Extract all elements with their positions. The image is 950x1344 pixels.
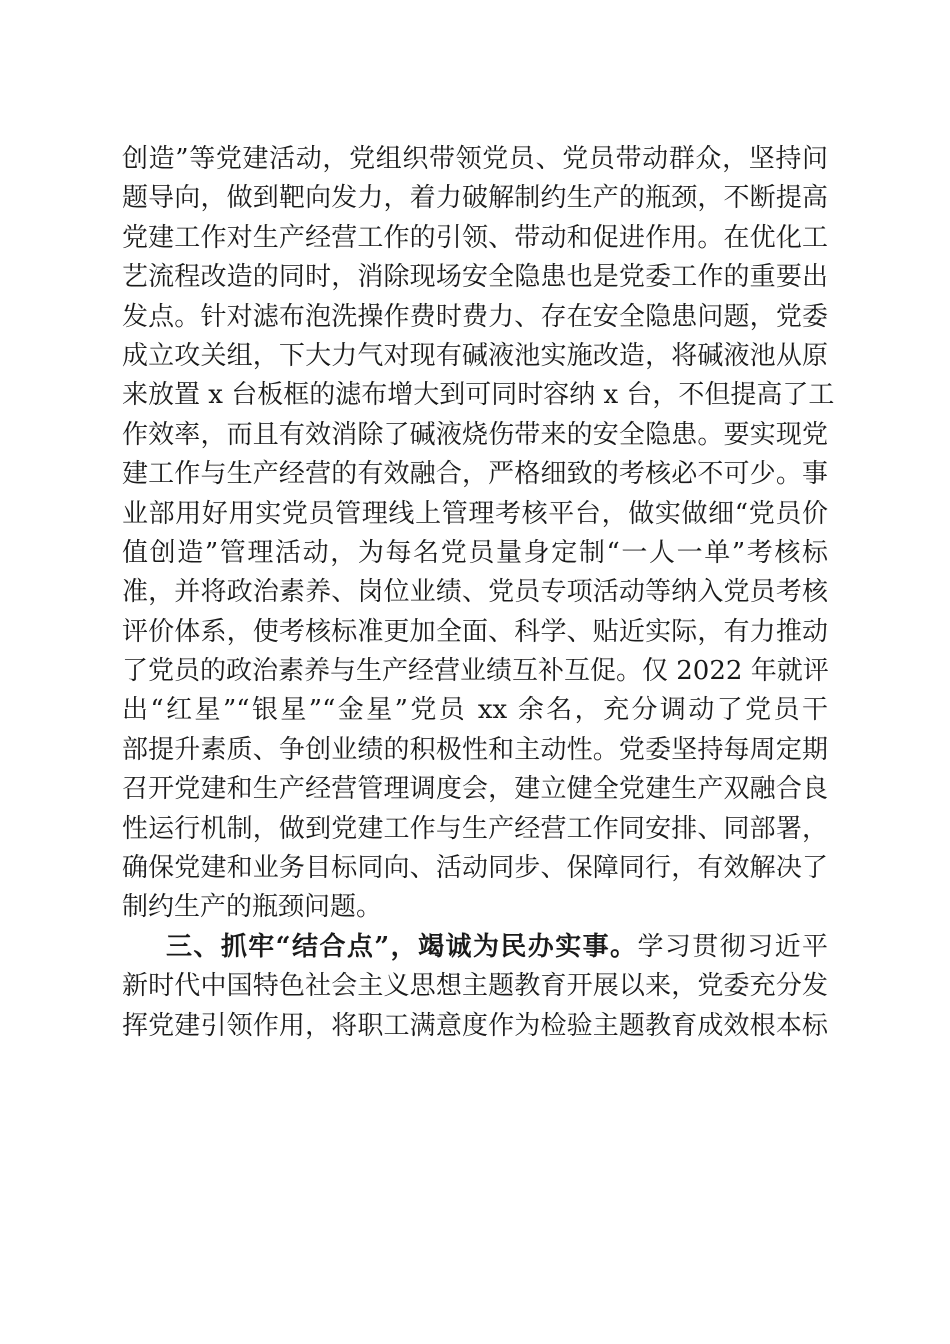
text-line: 出“红星”“银星”“金星”党员 xx 余名，充分调动了党员干 [122,695,828,726]
text-line: 业部用好用实党员管理线上管理考核平台，做实做细“党员价 [122,498,828,529]
text-line: 来放置 x 台板框的滤布增大到可同时容纳 x 台，不但提高了工 [122,380,835,411]
heading-line-rest: 学习贯彻习近平 [637,931,828,962]
text-line: 确保党建和业务目标同向、活动同步、保障同行，有效解决了 [122,853,828,884]
text-line: 创造”等党建活动，党组织带领党员、党员带动群众，坚持问 [122,144,828,174]
text-line: 新时代中国特色社会主义思想主题教育开展以来，党委充分发 [122,971,828,1002]
text-line: 值创造”管理活动，为每名党员量身定制“一人一单”考核标 [122,537,828,568]
text-line: 了党员的政治素养与生产经营业绩互补互促。仅 2022 年就评 [122,656,829,687]
text-line: 艺流程改造的同时，消除现场安全隐患也是党委工作的重要出 [122,262,828,293]
text-line: 题导向，做到靶向发力，着力破解制约生产的瓶颈，不断提高 [122,183,828,214]
text-line: 召开党建和生产经营管理调度会，建立健全党建生产双融合良 [122,774,828,805]
text-line: 成立攻关组，下大力气对现有碱液池实施改造，将碱液池从原 [122,340,828,371]
text-line: 制约生产的瓶颈问题。 [122,892,383,923]
text-line: 性运行机制，做到党建工作与生产经营工作同安排、同部署， [122,813,828,844]
text-line: 发点。针对滤布泡洗操作费时费力、存在安全隐患问题，党委 [122,301,828,332]
text-line: 建工作与生产经营的有效融合，严格细致的考核必不可少。事 [122,459,828,490]
body-text [122,140,835,1046]
text-line: 作效率，而且有效消除了碱液烧伤带来的安全隐患。要实现党 [122,419,828,450]
section-heading-line [122,928,828,967]
text-line: 评价体系，使考核标准更加全面、科学、贴近实际，有力推动 [122,616,828,647]
text-line: 党建工作对生产经营工作的引领、带动和促进作用。在优化工 [122,222,828,253]
section-heading: 三、抓牢“结合点”，竭诚为民办实事。 [166,931,638,962]
text-line: 准，并将政治素养、岗位业绩、党员专项活动等纳入党员考核 [122,577,828,608]
text-line: 挥党建引领作用，将职工满意度作为检验主题教育成效根本标 [122,1010,828,1041]
text-line: 部提升素质、争创业绩的积极性和主动性。党委坚持每周定期 [122,734,828,765]
